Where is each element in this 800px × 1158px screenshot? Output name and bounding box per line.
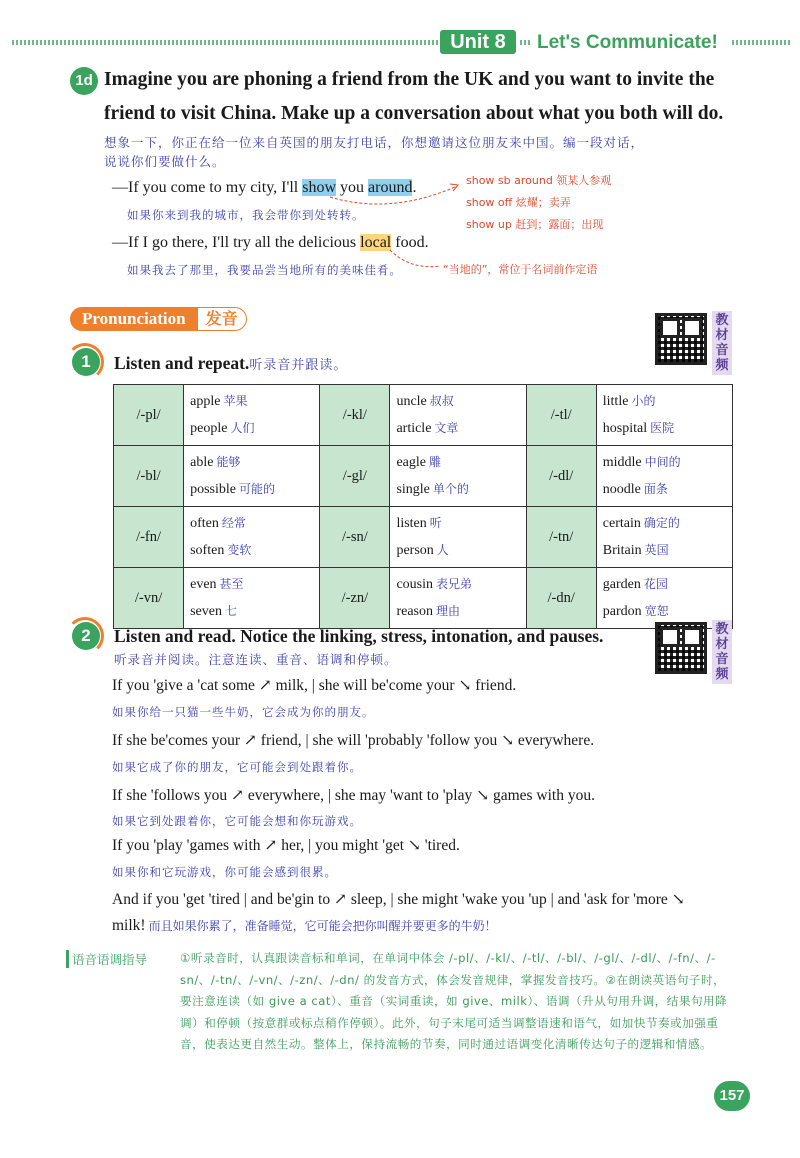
sentence-2-translation: 如果它成了你的朋友，它可能会到处跟着你。 — [112, 760, 362, 774]
note-show-around: show sb around 领某人参观 — [466, 174, 612, 187]
word-english: apple — [190, 394, 221, 409]
word-chinese: 花园 — [643, 577, 668, 591]
word-chinese: 可能的 — [239, 482, 276, 496]
word-cell — [596, 446, 732, 507]
phonetic-symbol: /-fn/ — [114, 507, 184, 568]
qr-label-2: 教 材 音 频 — [712, 620, 732, 684]
task-number-badge: 1d — [70, 67, 98, 95]
word-chinese: 宽恕 — [644, 604, 669, 618]
word-english: garden — [602, 577, 641, 592]
section-1-badge: 1 — [72, 348, 100, 376]
word-english: Britain — [602, 543, 642, 558]
phonetic-symbol: /-kl/ — [320, 385, 390, 446]
sentence-5-line1: And if you 'get 'tired | and be'gin to ↗ sleep, | she might 'wake you 'up | and 'ask for 'more ↘ — [112, 891, 685, 908]
unit-badge: Unit 8 — [440, 30, 516, 54]
word-english: pardon — [602, 604, 642, 619]
word-chinese: 经常 — [221, 516, 246, 530]
section-2-title: Listen and read. Notice the linking, stress, intonation, and pauses. — [114, 626, 604, 646]
tips-label: 语音语调指导 — [66, 950, 147, 968]
sentence-4: If you 'play 'games with ↗ her, | you might 'get ↘ 'tired. — [112, 837, 460, 854]
sentence-4-translation: 如果你和它玩游戏，你可能会感到很累。 — [112, 865, 337, 879]
word-chinese: 雕 — [428, 455, 441, 469]
word-entry — [190, 537, 313, 564]
word-entry — [190, 476, 313, 503]
word-english: article — [396, 421, 432, 436]
word-english: hospital — [602, 421, 648, 436]
page-number: 157 — [714, 1081, 750, 1111]
dialog-line-2: —If I go there, I'll try all the delicious local food. — [112, 234, 429, 251]
word-entry — [190, 388, 313, 415]
phonetic-symbol: /-vn/ — [114, 568, 184, 629]
word-english: possible — [190, 482, 236, 497]
word-english: certain — [602, 516, 641, 531]
phonetic-symbol: /-gl/ — [320, 446, 390, 507]
word-entry — [396, 449, 519, 476]
word-chinese: 叔叔 — [429, 394, 454, 408]
word-english: middle — [602, 455, 642, 470]
qr-label-1: 教 材 音 频 — [712, 311, 732, 375]
word-english: reason — [396, 604, 433, 619]
word-entry — [603, 415, 726, 442]
note-local: “当地的”，常位于名词前作定语 — [443, 263, 598, 276]
word-chinese: 人 — [436, 543, 449, 557]
word-entry — [603, 449, 726, 476]
word-entry — [603, 598, 726, 625]
phonetic-symbol: /-tl/ — [526, 385, 596, 446]
phonetic-symbol: /-pl/ — [114, 385, 184, 446]
word-chinese: 小的 — [631, 394, 656, 408]
pronunciation-label-cn: 发音 — [198, 307, 247, 331]
highlight-local: local — [360, 234, 392, 251]
dialog-line-2-translation: 如果我去了那里，我要品尝当地所有的美味佳肴。 — [127, 263, 402, 277]
sentence-3-translation: 如果它到处跟着你，它可能会想和你玩游戏。 — [112, 814, 362, 828]
pronunciation-label-en: Pronunciation — [70, 307, 198, 331]
word-cell — [596, 507, 732, 568]
section-1-title: Listen and repeat.听录音并跟读。 — [114, 353, 348, 373]
word-cell — [390, 507, 526, 568]
word-english: eagle — [396, 455, 426, 470]
header-rule-end — [732, 40, 792, 45]
phonetic-symbol: /-sn/ — [320, 507, 390, 568]
word-entry — [396, 510, 519, 537]
phonetic-symbol: /-tn/ — [526, 507, 596, 568]
section-2-badge: 2 — [72, 622, 100, 650]
word-english: often — [190, 516, 219, 531]
word-english: soften — [190, 543, 225, 558]
header-rule-mid — [520, 40, 532, 45]
highlight-show: show — [302, 179, 337, 196]
phonics-table — [113, 384, 733, 629]
word-chinese: 表兄弟 — [436, 577, 473, 591]
word-cell — [390, 568, 526, 629]
note-show-off: show off 炫耀；卖弄 — [466, 196, 571, 209]
word-chinese: 能够 — [216, 455, 241, 469]
phonetic-symbol: /-zn/ — [320, 568, 390, 629]
word-chinese: 面条 — [643, 482, 668, 496]
word-english: able — [190, 455, 214, 470]
word-chinese: 七 — [225, 604, 238, 618]
dialog-line-1-translation: 如果你来到我的城市，我会带你到处转转。 — [127, 208, 365, 222]
note-show-up: show up 赶到；露面；出现 — [466, 218, 604, 231]
task-title-translation-line2: 说说你们要做什么。 — [104, 154, 226, 169]
word-entry — [396, 537, 519, 564]
phonics-row — [114, 446, 733, 507]
sentence-1: If you 'give a 'cat some ↗ milk, | she will be'come your ↘ friend. — [112, 677, 517, 694]
sentence-1-translation: 如果你给一只猫一些牛奶，它会成为你的朋友。 — [112, 705, 375, 719]
word-entry — [190, 449, 313, 476]
task-title-translation-line1: 想象一下，你正在给一位来自英国的朋友打电话，你想邀请这位朋友来中国。编一段对话， — [104, 135, 645, 150]
phonetic-symbol: /-dn/ — [526, 568, 596, 629]
word-english: little — [602, 394, 629, 409]
word-english: even — [190, 577, 217, 592]
word-entry — [603, 476, 726, 503]
word-cell — [596, 385, 732, 446]
word-entry — [396, 571, 519, 598]
sentence-5-line2: milk! 而且如果你累了，准备睡觉，它可能会把你叫醒并要更多的牛奶！ — [112, 917, 497, 934]
phonetic-symbol: /-bl/ — [114, 446, 184, 507]
word-chinese: 英国 — [644, 543, 669, 557]
dialog-line-1: —If you come to my city, I'll show you around. — [112, 179, 417, 196]
word-entry — [603, 510, 726, 537]
word-entry — [190, 415, 313, 442]
phonics-row — [114, 385, 733, 446]
word-entry — [603, 388, 726, 415]
word-cell — [184, 507, 320, 568]
highlight-around: around — [368, 179, 413, 196]
word-english: uncle — [396, 394, 427, 409]
word-cell — [390, 385, 526, 446]
word-entry — [603, 571, 726, 598]
word-chinese: 确定的 — [643, 516, 680, 530]
word-entry — [396, 388, 519, 415]
word-english: cousin — [396, 577, 433, 592]
word-entry — [396, 598, 519, 625]
word-cell — [390, 446, 526, 507]
word-english: noodle — [602, 482, 641, 497]
word-entry — [190, 571, 313, 598]
word-cell — [184, 568, 320, 629]
word-entry — [603, 537, 726, 564]
word-english: people — [190, 421, 228, 436]
word-english: seven — [190, 604, 222, 619]
word-chinese: 理由 — [435, 604, 460, 618]
section-2-translation: 听录音并阅读。注意连读、重音、语调和停顿。 — [114, 652, 398, 667]
task-title-line2: friend to visit China. Make up a conversation about what you both will do. — [104, 103, 724, 124]
word-english: single — [396, 482, 430, 497]
word-english: listen — [396, 516, 427, 531]
phonics-row — [114, 568, 733, 629]
word-cell — [184, 446, 320, 507]
word-english: person — [396, 543, 434, 558]
word-cell — [184, 385, 320, 446]
word-chinese: 变软 — [227, 543, 252, 557]
phonics-row — [114, 507, 733, 568]
word-entry — [396, 476, 519, 503]
word-chinese: 苹果 — [223, 394, 248, 408]
word-entry — [190, 598, 313, 625]
word-chinese: 甚至 — [219, 577, 244, 591]
phonetic-symbol: /-dl/ — [526, 446, 596, 507]
tips-text: ①听录音时，认真跟读音标和单词，在单词中体会 /-pl/、/-kl/、/-tl/、/-bl/、/-gl/、/-dl/、/-fn/、/-sn/、/-tn/、/-vn/、/-zn/、/-dn/ 的发音方式，体会发音规律，掌握发音技巧。②在朗读英语句子时，要注意连读（如 give a cat）、重音（实词重读，如 give、milk）、语调（升从句用升调，结果句用降调）和停顿（按意群或标点稍作停顿）。此外，句子末尾可适当调整语速和语气，如加快节奏或加强重音，使表达更自然生动。整体上，保持流畅的节奏，同时通过语调变化清晰传达句子的逻辑和情感。 — [180, 951, 728, 1051]
qr-code-2[interactable] — [655, 622, 707, 674]
pronunciation-tag — [70, 307, 247, 331]
qr-code-1[interactable] — [655, 313, 707, 365]
word-entry — [190, 510, 313, 537]
word-chinese: 人们 — [230, 421, 255, 435]
sentence-3: If she 'follows you ↗ everywhere, | she may 'want to 'play ↘ games with you. — [112, 787, 595, 804]
word-chinese: 单个的 — [432, 482, 469, 496]
header-rule — [12, 40, 440, 45]
word-chinese: 医院 — [650, 421, 675, 435]
word-chinese: 文章 — [434, 421, 459, 435]
unit-title: Let's Communicate! — [537, 32, 718, 53]
word-chinese: 中间的 — [644, 455, 681, 469]
word-entry — [396, 415, 519, 442]
task-title-line1: Imagine you are phoning a friend from the UK and you want to invite the — [104, 69, 715, 90]
word-chinese: 听 — [429, 516, 442, 530]
sentence-2: If she be'comes your ↗ friend, | she will 'probably 'follow you ↘ everywhere. — [112, 732, 595, 749]
